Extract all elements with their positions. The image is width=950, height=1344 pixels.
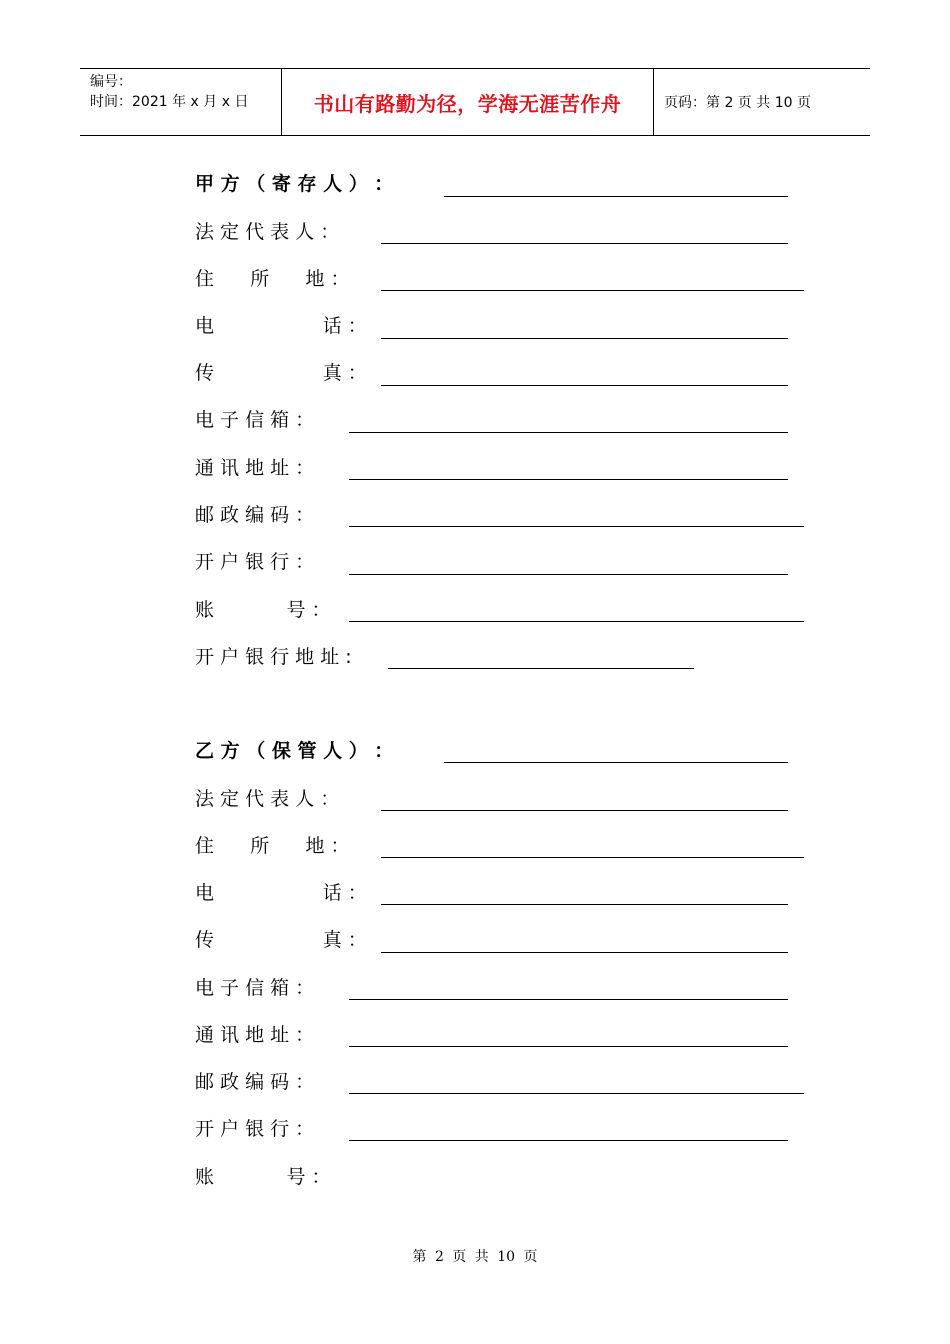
party-b-address-label: 住 所 地 ： (195, 835, 350, 857)
party-b-phone-label: 电 话 ： (195, 882, 367, 904)
party-a-bank-address-label: 开 户 银 行 地 址 : (195, 646, 352, 668)
header-meta (80, 69, 281, 135)
party-b-name-field[interactable] (444, 762, 788, 763)
party-b-title: 乙 方 （ 保 管 人 ） ： (195, 740, 394, 762)
party-a-account-label: 账 号 ： (195, 599, 331, 621)
page-footer: 第 2 页 共 10 页 (412, 1249, 538, 1265)
party-a-bank-field[interactable] (349, 574, 788, 575)
party-b-email-label: 电 子 信 箱 ： (195, 977, 315, 999)
party-a-address-field[interactable] (381, 290, 804, 291)
party-b-mail-address-field[interactable] (349, 1046, 788, 1047)
party-a-email-label: 电 子 信 箱 ： (195, 409, 315, 431)
party-b-postcode-field[interactable] (349, 1093, 804, 1094)
party-a-phone-label: 电 话 ： (195, 315, 367, 337)
party-a-bank-label: 开 户 银 行 ： (195, 551, 315, 573)
party-a-fax-field[interactable] (381, 385, 788, 386)
party-a-postcode-label: 邮 政 编 码 ： (195, 504, 315, 526)
party-a-bank-address-field[interactable] (388, 668, 694, 669)
party-b-account-label: 账 号 ： (195, 1166, 331, 1188)
party-b-legal-rep-label: 法 定 代 表 人 ： (195, 788, 340, 810)
party-a-account-field[interactable] (349, 621, 804, 622)
party-a-address-label: 住 所 地 ： (195, 268, 350, 290)
party-b-address-field[interactable] (381, 857, 804, 858)
party-b-fax-label: 传 真 ： (195, 929, 367, 951)
party-b-mail-address-label: 通 讯 地 址 ： (195, 1024, 315, 1046)
party-a-fax-label: 传 真 ： (195, 362, 367, 384)
header-page-info: 页码：第 2 页 共 10 页 (664, 95, 811, 111)
party-a-email-field[interactable] (349, 432, 788, 433)
party-b-email-field[interactable] (349, 999, 788, 1000)
party-a-mail-address-label: 通 讯 地 址 ： (195, 457, 315, 479)
party-b-bank-field[interactable] (349, 1140, 788, 1141)
party-a-postcode-field[interactable] (349, 526, 804, 527)
party-b-phone-field[interactable] (381, 904, 788, 905)
party-b-bank-label: 开 户 银 行 ： (195, 1118, 315, 1140)
party-a-name-field[interactable] (444, 196, 788, 197)
document-time-label: 时间：2021 年 x 月 x 日 (90, 94, 249, 110)
party-a-title: 甲 方 （ 寄 存 人 ） ： (195, 173, 394, 195)
header-motto: 书山有路勤为径，学海无涯苦作舟 (281, 69, 654, 135)
party-b-postcode-label: 邮 政 编 码 ： (195, 1071, 315, 1093)
party-a-mail-address-field[interactable] (349, 479, 788, 480)
party-a-phone-field[interactable] (381, 338, 788, 339)
document-number-label: 编号： (90, 74, 132, 90)
party-b-legal-rep-field[interactable] (381, 810, 788, 811)
party-a-legal-rep-field[interactable] (381, 243, 788, 244)
party-b-fax-field[interactable] (381, 952, 788, 953)
page-header (80, 68, 870, 136)
party-a-legal-rep-label: 法 定 代 表 人 ： (195, 221, 340, 243)
